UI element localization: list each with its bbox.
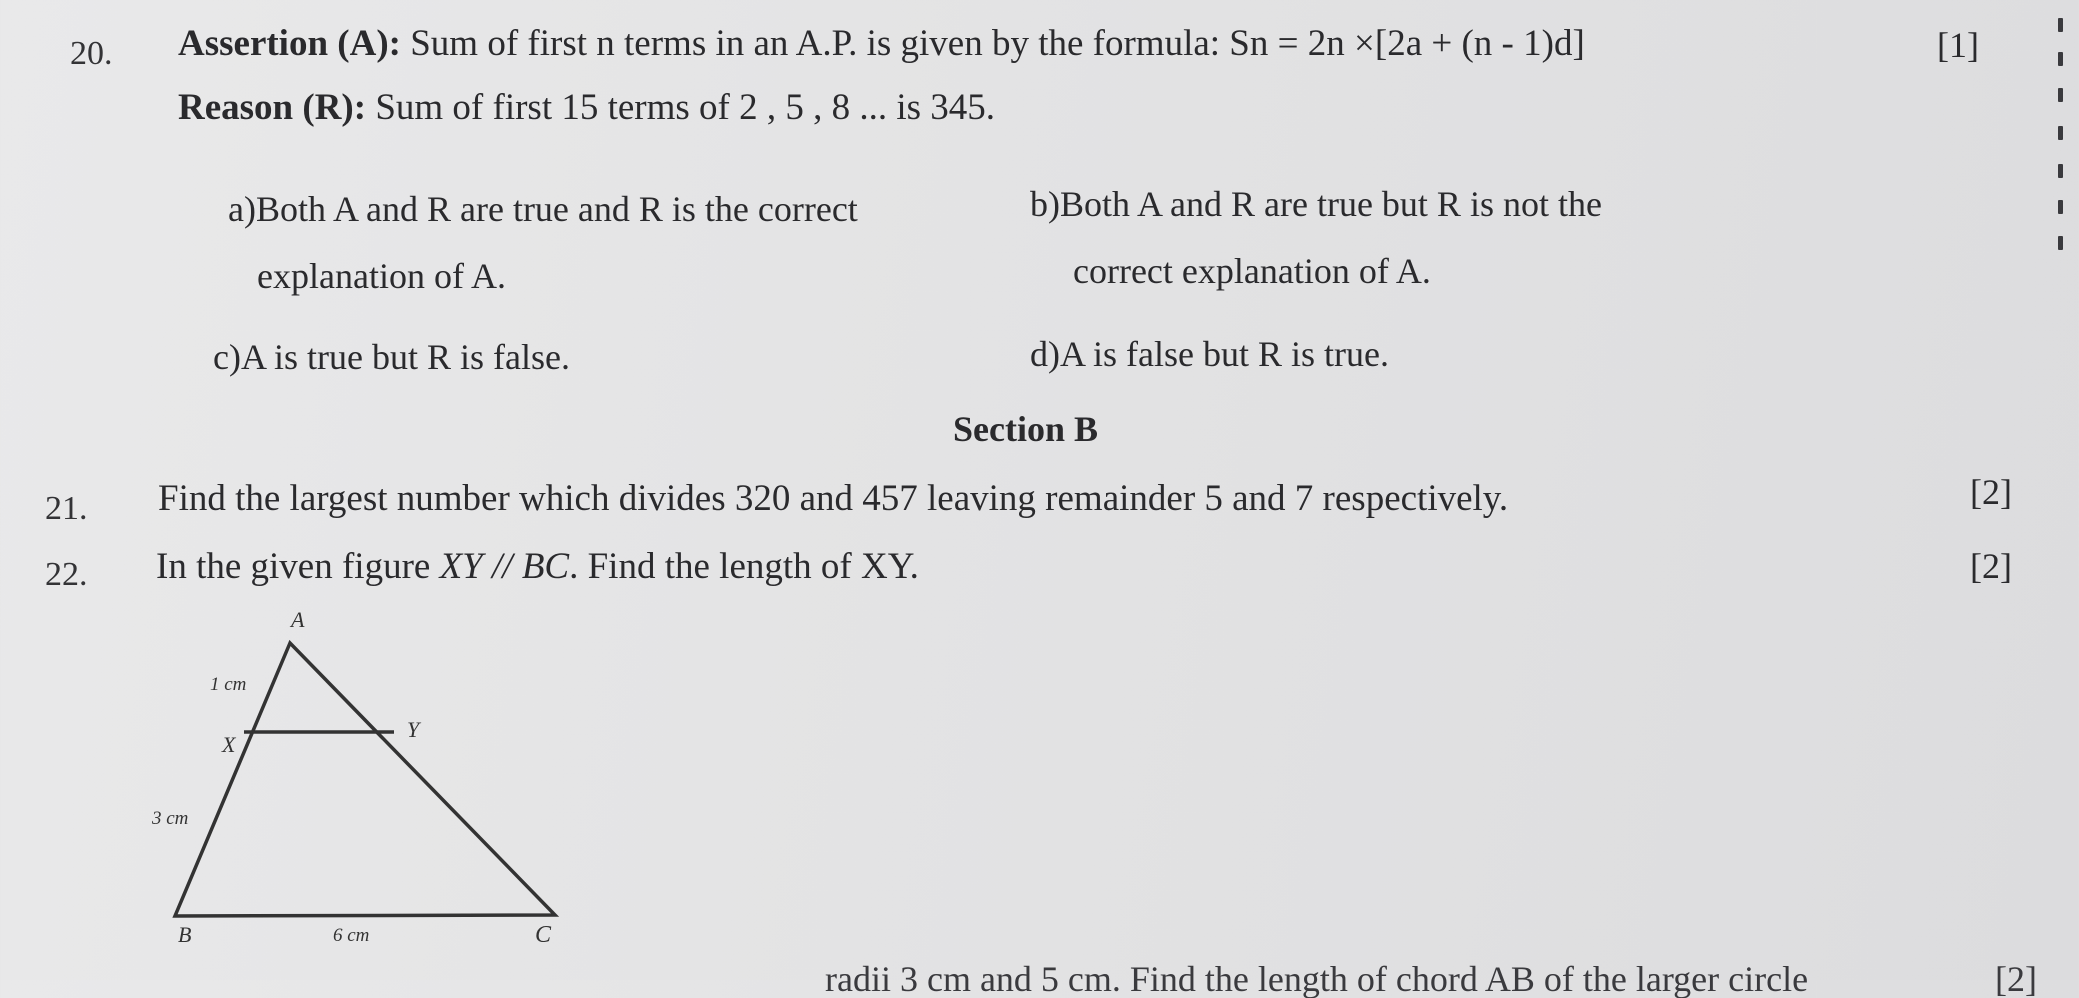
label-x: X [222,732,236,757]
q20-marks: [1] [1937,25,1979,65]
reason-label: Reason (R): [178,87,367,128]
q20-option-a-line2: explanation of A. [257,256,506,296]
q20-option-d: d)A is false but R is true. [1030,334,1389,374]
q22-text-math: XY // BC [439,546,570,587]
q20-option-c: c)A is true but R is false. [213,337,570,377]
length-ax: 1 cm [210,674,247,695]
label-b: B [178,922,192,947]
length-xb: 3 cm [152,808,189,829]
label-a: A [291,607,305,632]
q22-text-suffix: . Find the length of XY. [569,546,919,587]
reason-text: Sum of first 15 terms of 2 , 5 , 8 ... is 345. [375,87,996,128]
label-c: C [535,922,552,948]
q21-number: 21. [45,490,88,527]
triangle-figure [0,0,700,980]
q22-marks: [2] [1970,546,2012,586]
q20-option-a-line1: a)Both A and R are true and R is the correct [228,189,858,229]
q20-option-b-line1: b)Both A and R are true but R is not the [1030,184,1602,224]
cut-off-text: radii 3 cm and 5 cm. Find the length of chord AB of the larger circle [825,959,1809,998]
length-bc: 6 cm [333,925,370,946]
q22-number: 22. [45,556,88,593]
q21-text: Find the largest number which divides 320 and 457 leaving remainder 5 and 7 respectively. [158,478,1509,519]
assertion-text: Sum of first n terms in an A.P. is given by the formula: Sn = 2n ×[2a + (n - 1)d] [410,23,1585,64]
q22-text-prefix: In the given figure [156,546,440,587]
q20-option-b-line2: correct explanation of A. [1073,251,1431,291]
section-heading: Section B [953,409,1099,449]
cut-off-question [0,958,2079,998]
cut-off-marks: [2] [1995,959,2037,998]
q21-marks: [2] [1970,472,2012,512]
label-y: Y [407,717,420,742]
assertion-label: Assertion (A): [178,23,401,64]
q20-number: 20. [70,35,113,72]
